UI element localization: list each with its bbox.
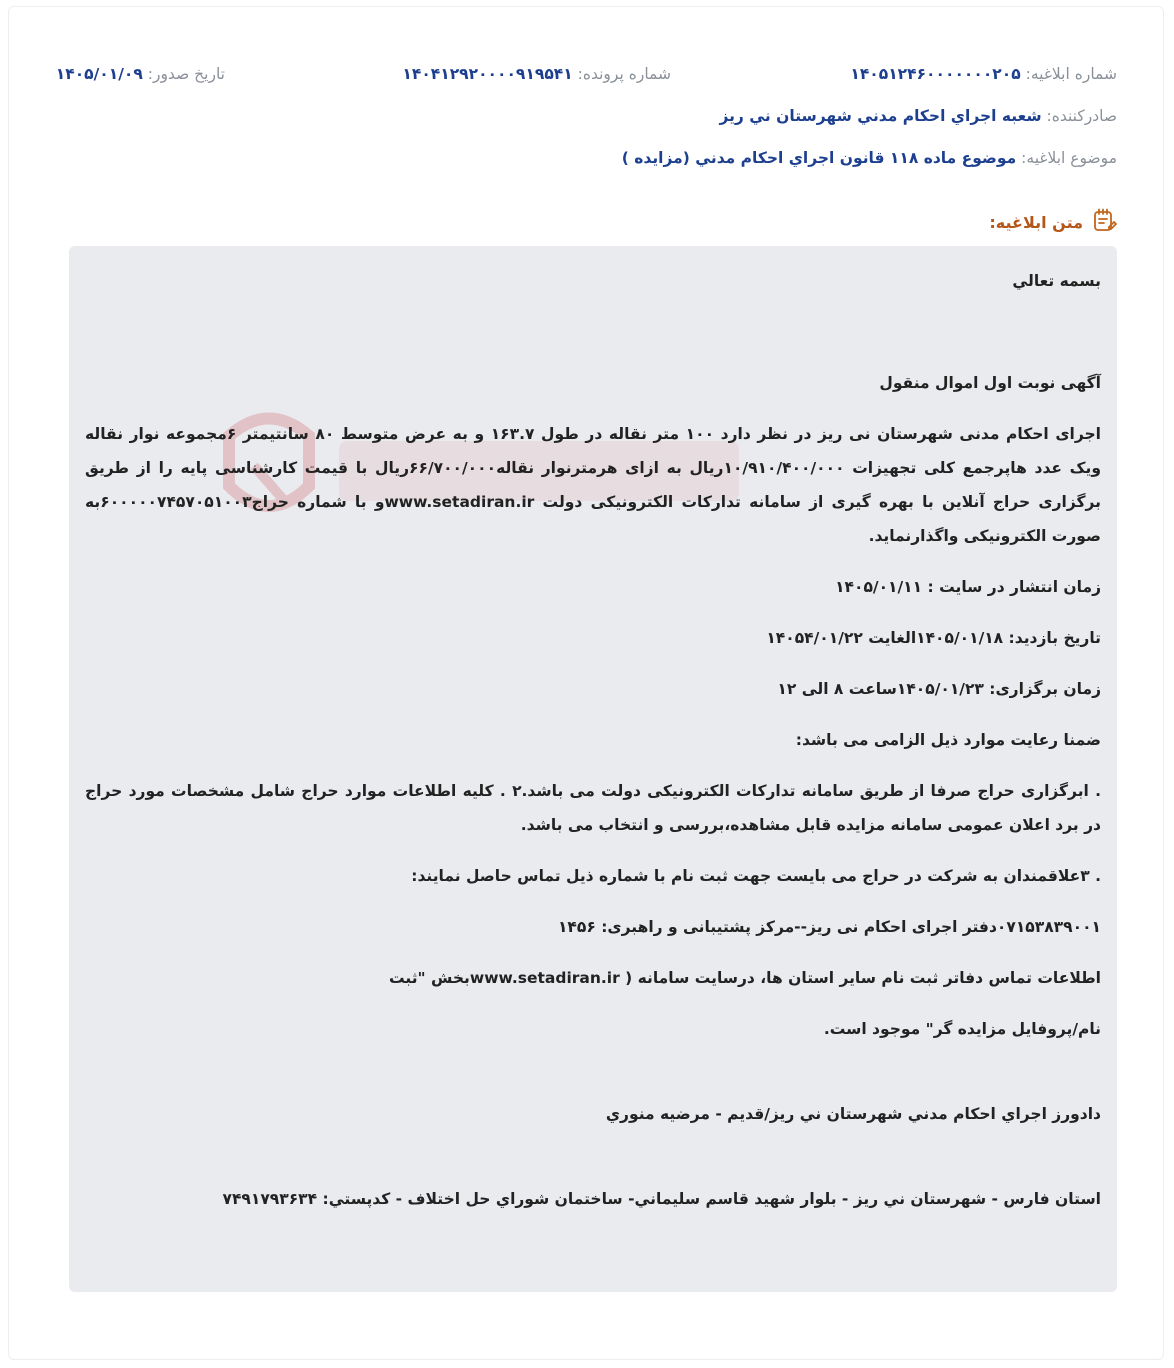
section-heading [989,207,1117,237]
subject-value: موضوع ماده ۱۱۸ قانون اجراي احكام مدني (مزايده ) [621,149,1017,167]
notice-heading: آگهی نوبت اول اموال منقول [879,374,1101,392]
issuer-value: شعبه اجراي احكام مدني شهرستان ني ريز [719,107,1042,125]
signer: دادورز اجراي احكام مدني شهرستان ني ريز/قديم - مرضيه منوري [605,1105,1101,1123]
issue-date-value: ۱۴۰۵/۰۱/۰۹ [55,65,143,83]
phone-line: ۰۷۱۵۳۸۳۹۰۰۱دفتر اجرای احکام نی ریز--مرکز پشتیبانی و راهبری: ۱۴۵۶ [557,918,1101,936]
publish-time: زمان انتشار در سایت : ۱۴۰۵/۰۱/۱۱ [835,578,1101,596]
requirement-items-1-2: . ابرگزاری حراج صرفا از طریق سامانه تدارکات الکترونیکی دولت می باشد.۲ . کلیه اطلاعات موارد حراج شامل مشخصات مورد حراج در برد اعلان عمومی سامانه مزایده قابل مشاهده،بررسی و انتخاب می باشد. [85,782,1101,834]
visit-date: تاریخ بازدید: ۱۴۰۵/۰۱/۱۸الغایت ۱۴۰۵۴/۰۱/۲۲ [766,629,1101,647]
issuer-row [719,107,1117,125]
issue-date [55,65,225,83]
subject-label: موضوع ابلاغیه: [1021,149,1117,167]
issue-date-label: تاریخ صدور: [147,65,225,83]
issue-number-value: ۱۴۰۵۱۲۴۶۰۰۰۰۰۰۰۲۰۵ [850,65,1021,83]
subject-row [622,149,1117,167]
file-number-value: ۱۴۰۴۱۲۹۲۰۰۰۰۹۱۹۵۴۱ [402,65,573,83]
notepad-icon [1091,207,1117,237]
notice-paragraph: اجرای احکام مدنی شهرستان نی ریز در نظر دارد ۱۰۰ متر نقاله در طول ۱۶۳.۷ و به عرض متوسط ۸۰ سانتیمتر ۶مجموعه نوار نقاله ویک عدد هاپرجمع کلی تجهیزات ۱۰/۹۱۰/۴۰۰/۰۰۰ریال به ازای هرمترنوار نقاله۶۶/۷۰۰/۰۰۰ریال با قیمت کارشناسی پایه را از طریق برگزاری حراج آنلاین با بهره گیری از سامانه تدارکات الکترونیکی دولت www.setadiran.irو با شماره حراج۶۰۰۰۰۰۷۴۵۷۰۵۱۰۰۳به صورت الکترونیکی واگذارنماید. [85,425,1101,545]
file-number-label: شماره پرونده: [577,65,671,83]
greeting: بسمه تعالي [1012,272,1101,290]
contact-info: اطلاعات تماس دفاتر ثبت نام سایر استان ها، درسایت سامانه ( www.setadiran.irبخش "ثبت [388,969,1101,987]
address: استان فارس - شهرستان ني ريز - بلوار شهيد قاسم سليماني- ساختمان شوراي حل اختلاف - كدپستي: ۷۴۹۱۷۹۳۶۳۴ [222,1190,1101,1208]
notice-body [69,246,1117,1292]
section-title: متن ابلاغیه: [989,212,1083,232]
issue-number-label: شماره ابلاغیه: [1025,65,1117,83]
requirement-item-3: . ۳علاقمندان به شرکت در حراج می بایست جهت ثبت نام با شماره ذیل تماس حاصل نمایند: [411,867,1101,885]
auction-time: زمان برگزاری: ۱۴۰۵/۰۱/۲۳ساعت ۸ الی ۱۲ [777,680,1101,698]
requirements-intro: ضمنا رعایت موارد ذیل الزامی می باشد: [795,731,1101,749]
notice-text [85,264,1101,1216]
file-number [402,65,671,83]
contact-info-continued: نام/پروفایل مزایده گر" موجود است. [823,1020,1101,1038]
meta-row-numbers [55,65,1117,83]
issuer-label: صادرکننده: [1046,107,1117,125]
issue-number [850,65,1117,83]
notice-card [8,6,1164,1360]
